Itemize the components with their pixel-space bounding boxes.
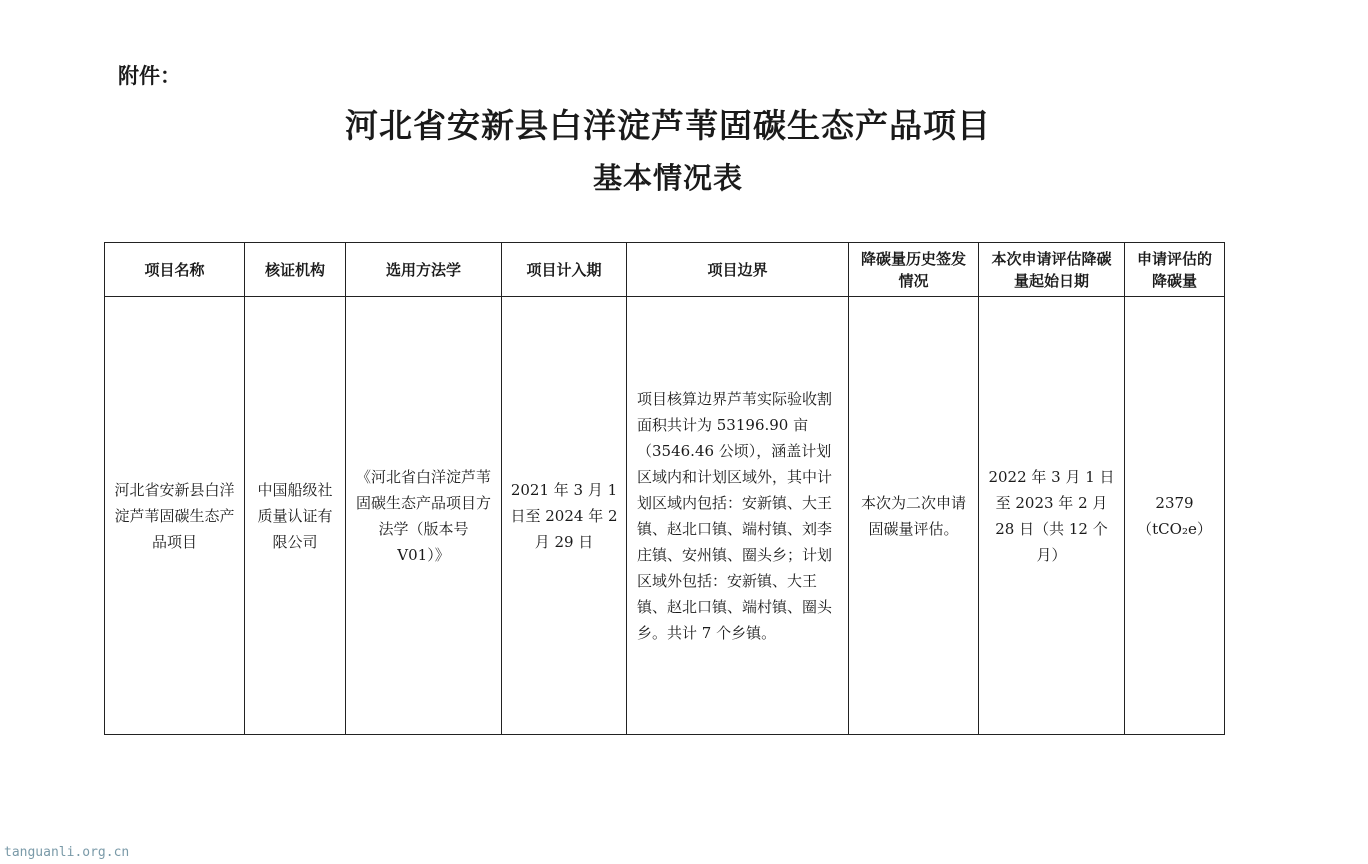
- table-header-row: [105, 243, 1225, 297]
- header-methodology: 选用方法学: [346, 243, 502, 297]
- document-subtitle: 基本情况表: [592, 161, 743, 195]
- header-project-boundary: 项目边界: [627, 243, 849, 297]
- header-start-date: 本次申请评估降碳量起始日期: [979, 243, 1125, 297]
- header-project-name: 项目名称: [105, 243, 245, 297]
- header-issuance-history: 降碳量历史签发情况: [849, 243, 979, 297]
- cell-crediting-period: 2021 年 3 月 1 日至 2024 年 2 月 29 日: [502, 297, 627, 735]
- cell-verifier: 中国船级社质量认证有限公司: [245, 297, 346, 735]
- header-reduction-amount: 申请评估的降碳量: [1125, 243, 1225, 297]
- cell-methodology: 《河北省白洋淀芦苇固碳生态产品项目方法学（版本号 V01）》: [346, 297, 502, 735]
- project-info-table: [104, 242, 1225, 735]
- attachment-label: 附件：: [118, 64, 181, 88]
- cell-project-boundary: 项目核算边界芦苇实际验收割面积共计为 53196.90 亩（3546.46 公顷），涵盖计划区域内和计划区域外，其中计划区域内包括：安新镇、大王镇、赵北口镇、端村镇、刘李庄镇、安州镇、圈头乡；计划区域外包括：安新镇、大王镇、赵北口镇、端村镇、圈头乡。共计 7 个乡镇。: [627, 297, 849, 735]
- header-verifier: 核证机构: [245, 243, 346, 297]
- table-row: [105, 297, 1225, 735]
- reduction-value: 2379: [1155, 493, 1194, 512]
- document-title: 河北省安新县白洋淀芦苇固碳生态产品项目: [345, 106, 991, 145]
- cell-issuance-history: 本次为二次申请固碳量评估。: [849, 297, 979, 735]
- cell-reduction-amount: [1125, 297, 1225, 735]
- cell-project-name: 河北省安新县白洋淀芦苇固碳生态产品项目: [105, 297, 245, 735]
- reduction-unit: （tCO₂e）: [1137, 519, 1212, 538]
- header-crediting-period: 项目计入期: [502, 243, 627, 297]
- cell-start-date: 2022 年 3 月 1 日至 2023 年 2 月 28 日（共 12 个月）: [979, 297, 1125, 735]
- watermark: tanguanli.org.cn: [4, 845, 130, 860]
